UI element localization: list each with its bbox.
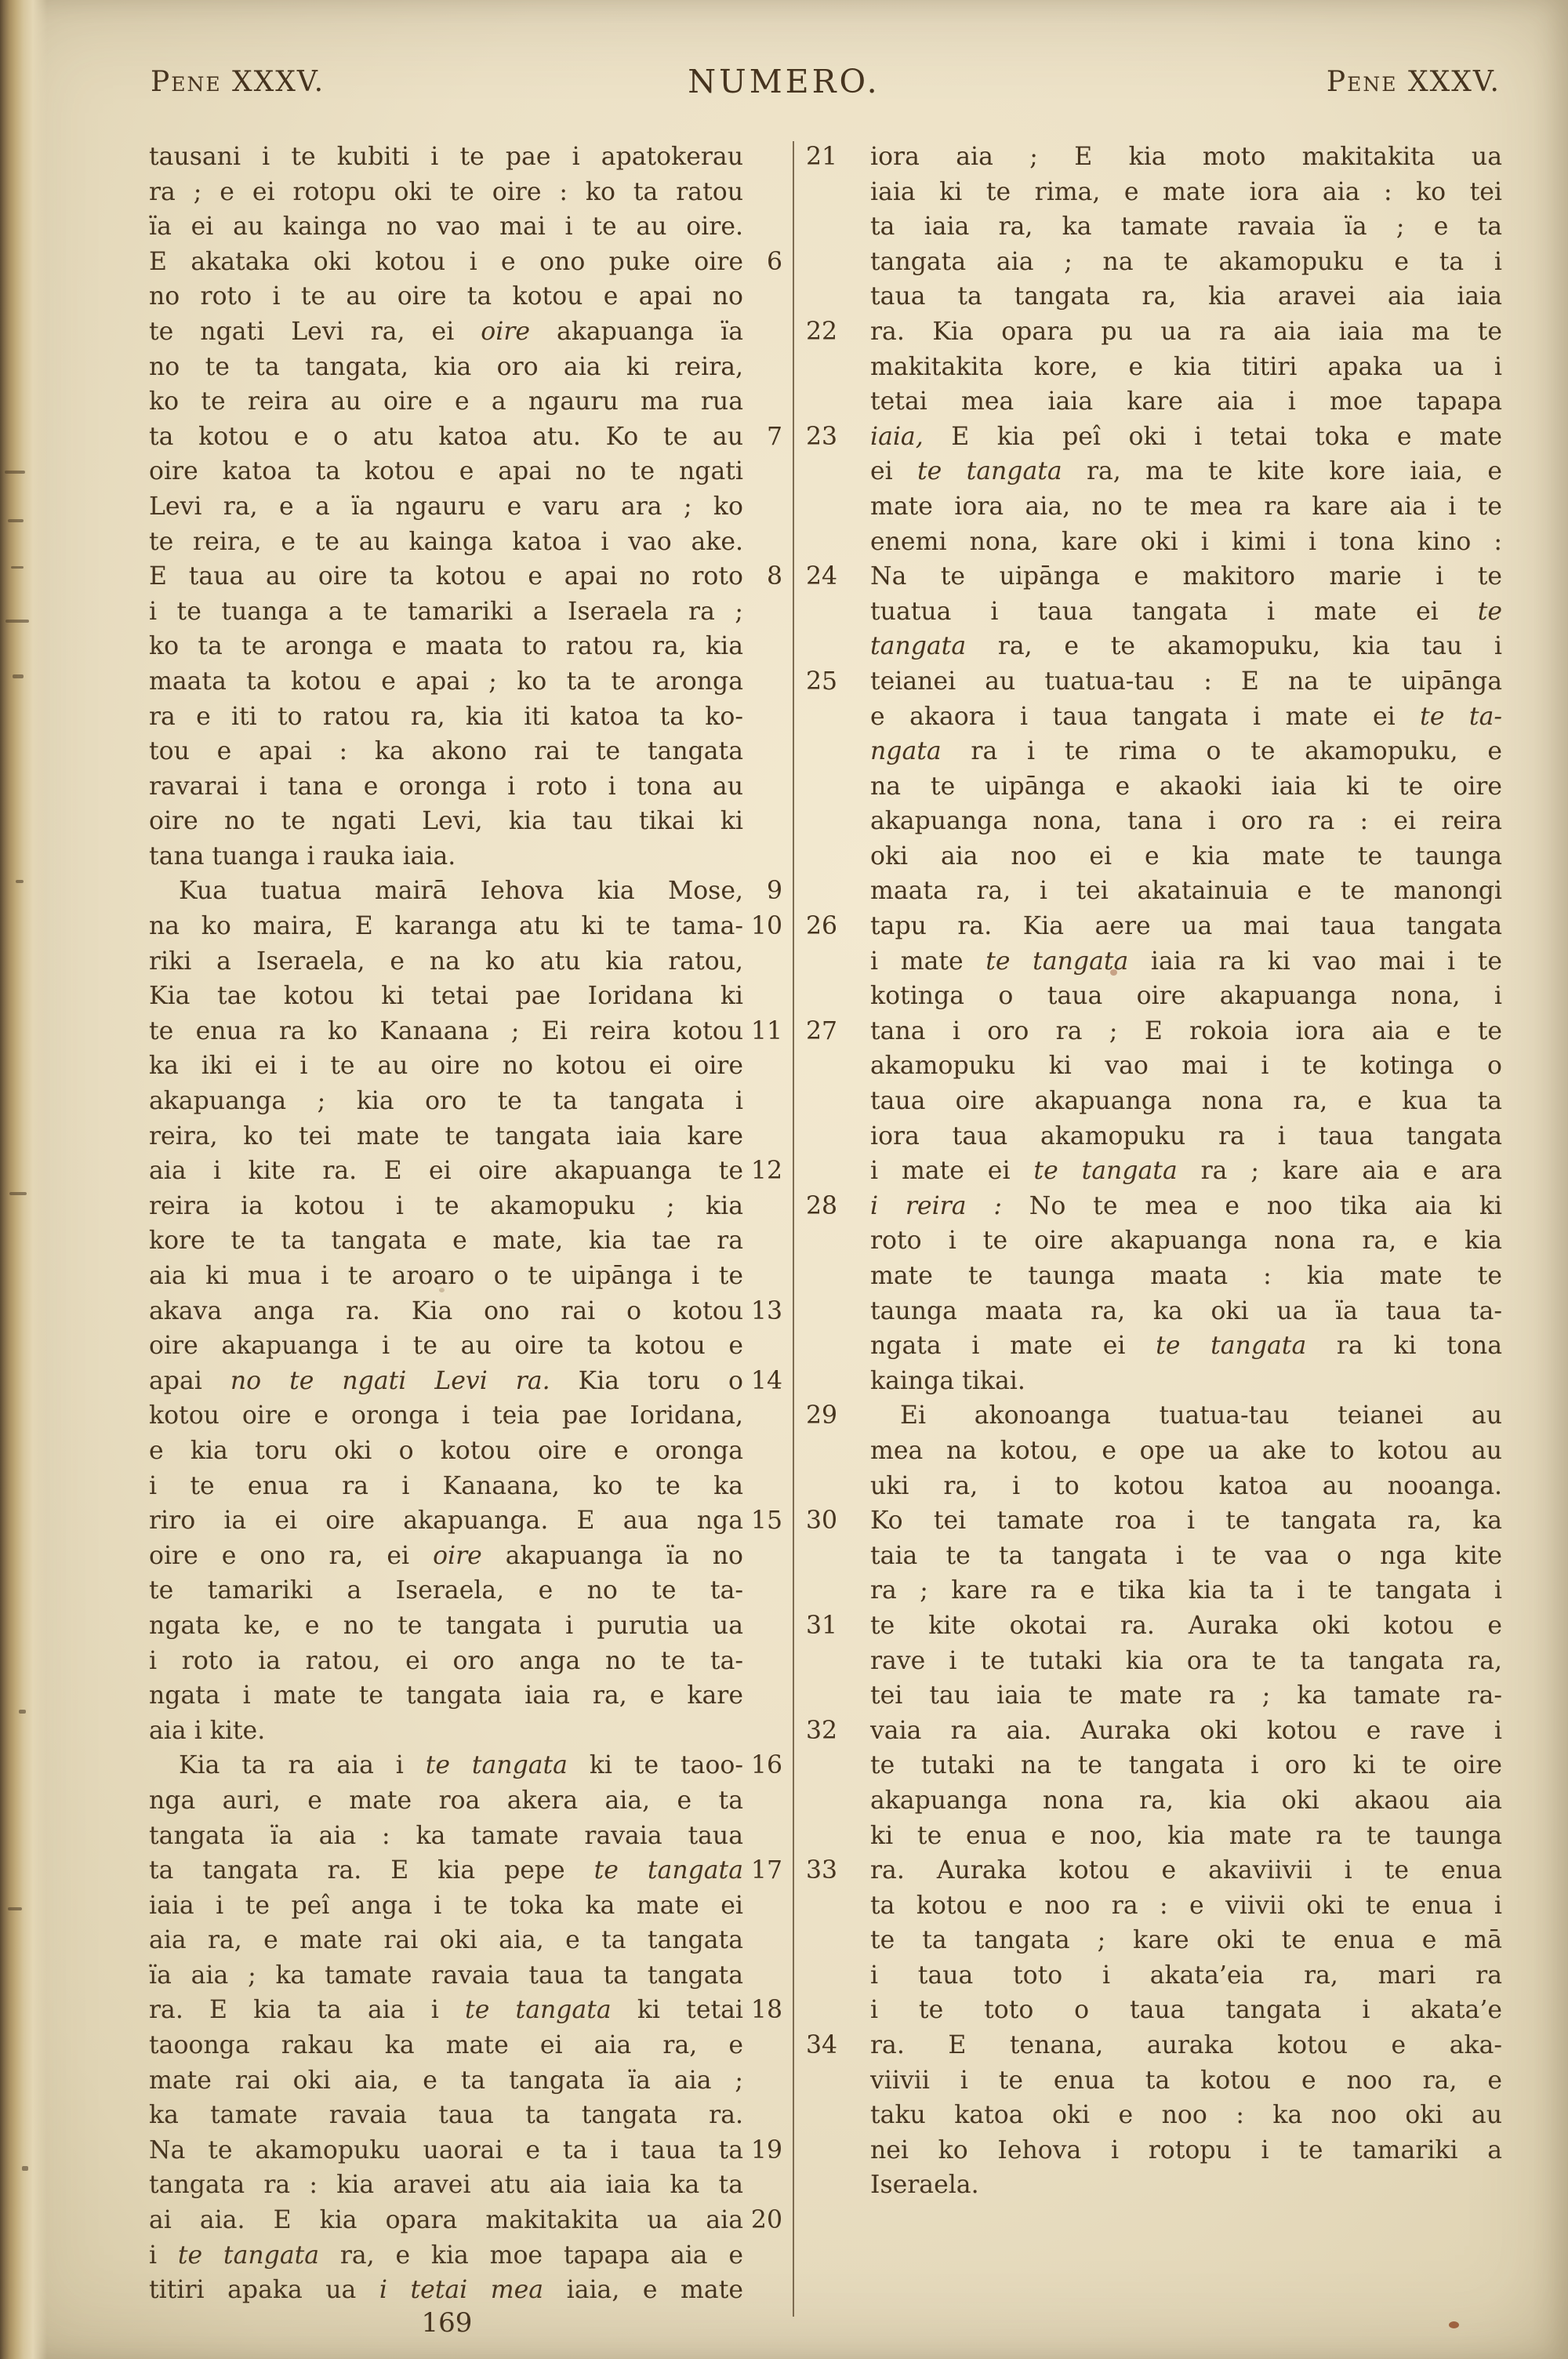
text-line: kotou oire e oronga i teia pae Ioridana, <box>149 1401 743 1430</box>
text-line-row <box>804 1923 1502 1958</box>
text-line: rave i te tutaki kia ora te ta tangata ra, <box>870 1646 1502 1675</box>
text-line: akamopuku ki vao mai i te kotinga o <box>870 1052 1502 1081</box>
text-line: ngata ke, e no te tangata i purutia ua <box>149 1611 743 1640</box>
verse-number: 28 <box>806 1191 838 1220</box>
text-line: iaia, E kia peî oki i tetai toka e mate <box>870 422 1502 451</box>
verse-number: 26 <box>806 912 838 941</box>
text-line: tapu ra. Kia aere ua mai taua tangata <box>870 912 1502 941</box>
text-line: iora taua akamopuku ra i taua tangata <box>870 1121 1502 1150</box>
text-line: ravarai i tana e oronga i roto i tona au <box>149 772 743 801</box>
text-line: akapuanga nona ra, kia oki akaou aia <box>870 1786 1502 1815</box>
text-line-row <box>149 1678 784 1714</box>
running-head-right: Pene XXXV. <box>1326 66 1501 98</box>
text-line-row <box>149 1223 784 1259</box>
verse-number: 34 <box>806 2031 838 2060</box>
text-line: titiri apaka ua i tetai mea iaia, e mate <box>149 2276 743 2305</box>
text-line-row <box>149 1888 784 1924</box>
text-line: oire no te ngati Levi, kia tau tikai ki <box>149 807 743 836</box>
text-line: te kite okotai ra. Auraka oki kotou e <box>870 1611 1502 1640</box>
text-line-row <box>804 209 1502 245</box>
text-line-row <box>804 944 1502 980</box>
text-line: ra. E kia ta aia i te tangata ki tetai <box>149 1996 743 2025</box>
text-line: na ko maira, E karanga atu ki te tama- <box>149 912 743 941</box>
text-line-row <box>149 734 784 769</box>
text-line-row <box>149 594 784 630</box>
text-line-row <box>804 1783 1502 1819</box>
text-line: nga auri, e mate roa akera aia, e ta <box>149 1786 743 1815</box>
text-line-row <box>149 944 784 980</box>
right-column <box>804 140 1502 2203</box>
text-line: ta tangata ra. E kia pepe te tangata <box>149 1856 743 1885</box>
text-line-row <box>804 1014 1502 1049</box>
text-line: ta iaia ra, ka tamate ravaia ïa ; e ta <box>870 213 1502 242</box>
text-line: kore te ta tangata e mate, kia tae ra <box>149 1227 743 1256</box>
text-line: i te tuanga a te tamariki a Iseraela ra ; <box>149 597 743 626</box>
text-line-row <box>149 1644 784 1679</box>
text-line: e kia toru oki o kotou oire e oronga <box>149 1436 743 1465</box>
text-line: ta kotou e o atu katoa atu. Ko te au <box>149 422 743 451</box>
text-line-row <box>149 279 784 314</box>
verse-number: 8 <box>766 562 782 591</box>
page-edge-mark <box>19 1710 26 1714</box>
text-line: ra. Kia opara pu ua ra aia iaia ma te <box>870 317 1502 346</box>
text-line: E taua au oire ta kotou e apai no roto <box>149 562 743 591</box>
text-line: riro ia ei oire akapuanga. E aua nga <box>149 1507 743 1536</box>
text-line: reira ia kotou i te akamopuku ; kia <box>149 1191 743 1220</box>
text-line: akapuanga ; kia oro te ta tangata i <box>149 1087 743 1116</box>
text-line-row <box>149 1014 784 1049</box>
verse-number: 9 <box>766 877 782 906</box>
text-line: vaia ra aia. Auraka oki kotou e rave i <box>870 1716 1502 1745</box>
text-line-row <box>149 1714 784 1749</box>
text-line: i te tangata ra, e kia moe tapapa aia e <box>149 2241 743 2270</box>
text-line-row <box>804 2063 1502 2099</box>
text-line: ïa aia ; ka tamate ravaia taua ta tangata <box>149 1961 743 1990</box>
text-line: aia i kite ra. E ei oire akapuanga te <box>149 1157 743 1186</box>
verse-number: 32 <box>806 1716 838 1745</box>
text-line-row <box>149 489 784 525</box>
text-line: iaia ki te rima, e mate iora aia : ko tei <box>870 177 1502 206</box>
text-line: tangata ra, e te akamopuku, kia tau i <box>870 632 1502 661</box>
verse-number: 27 <box>806 1016 838 1045</box>
verse-number: 17 <box>750 1856 782 1885</box>
text-line-row <box>149 1958 784 1994</box>
text-line: ta kotou e noo ra : e viivii oki te enua i <box>870 1891 1502 1920</box>
verse-number: 25 <box>806 667 838 696</box>
text-line-row <box>804 909 1502 944</box>
text-line: i te toto o taua tangata i akata’e <box>870 1996 1502 2025</box>
text-line-row <box>149 769 784 805</box>
text-line: maata ta kotou e apai ; ko ta te aronga <box>149 667 743 696</box>
text-line-row <box>804 2098 1502 2133</box>
text-line: tou e apai : ka akono rai te tangata <box>149 737 743 766</box>
text-line-row <box>804 140 1502 175</box>
text-line-row <box>149 2098 784 2133</box>
text-line-row <box>149 314 784 350</box>
text-line: mate rai oki aia, e ta tangata ïa aia ; <box>149 2066 743 2095</box>
text-line: taoonga rakau ka mate ei aia ra, e <box>149 2031 743 2060</box>
text-line-row <box>149 1748 784 1783</box>
text-line-row <box>804 1503 1502 1539</box>
verse-number: 33 <box>806 1856 838 1885</box>
text-line-row <box>149 1608 784 1644</box>
text-line-row <box>804 700 1502 735</box>
text-line: akapuanga nona, tana i oro ra : ei reira <box>870 807 1502 836</box>
page-edge-mark <box>22 2166 28 2171</box>
text-line: apai no te ngati Levi ra. Kia toru o <box>149 1366 744 1395</box>
text-line-row <box>149 1049 784 1084</box>
text-line-row <box>149 839 784 874</box>
text-line-row <box>149 2203 784 2238</box>
column-divider-rule <box>793 141 794 2317</box>
text-line-row <box>149 175 784 210</box>
text-line: tangata ïa aia : ka tamate ravaia taua <box>149 1821 743 1850</box>
text-line-row <box>804 1189 1502 1224</box>
text-line-row <box>804 1678 1502 1714</box>
text-line: taunga maata ra, ka oki ua ïa taua ta- <box>870 1296 1502 1325</box>
text-line-row <box>149 1119 784 1154</box>
text-line-row <box>804 1993 1502 2028</box>
text-line: ai aia. E kia opara makitakita ua aia <box>149 2206 743 2235</box>
text-line: te tutaki na te tangata i oro ki te oire <box>870 1751 1502 1780</box>
verse-number: 20 <box>750 2206 782 2235</box>
text-line-row <box>804 454 1502 489</box>
verse-number: 29 <box>806 1401 838 1430</box>
text-line-row <box>149 1189 784 1224</box>
text-line-row <box>804 769 1502 805</box>
text-line-row <box>804 1714 1502 1749</box>
text-line: tangata aia ; na te akamopuku e ta i <box>870 247 1502 276</box>
text-line-row <box>804 1049 1502 1084</box>
text-line-row <box>804 1539 1502 1574</box>
text-line: i reira : No te mea e noo tika aia ki <box>870 1191 1502 1220</box>
text-line-row <box>804 1084 1502 1119</box>
text-line: oire akapuanga i te au oire ta kotou e <box>149 1332 743 1361</box>
text-line: oire katoa ta kotou e apai no te ngati <box>149 457 743 486</box>
text-line: ngata i mate ei te tangata ra ki tona <box>870 1332 1502 1361</box>
text-line: taku katoa oki e noo : ka noo oki au <box>870 2101 1502 2130</box>
text-line-row <box>804 384 1502 420</box>
text-line: ei te tangata ra, ma te kite kore iaia, e <box>870 457 1503 486</box>
text-line-row <box>804 979 1502 1014</box>
verse-number: 13 <box>750 1296 782 1325</box>
text-line-row <box>149 979 784 1014</box>
text-line: Ko tei tamate roa i te tangata ra, ka <box>870 1507 1502 1536</box>
text-line: maata ra, i tei akatainuia e te manongi <box>870 877 1502 906</box>
text-line: mate iora aia, no te mea ra kare aia i te <box>870 492 1502 521</box>
text-line-row <box>149 1434 784 1469</box>
text-line: makitakita kore, e kia titiri apaka ua i <box>870 352 1502 381</box>
page-edge-mark <box>11 566 24 569</box>
page-edge-mark <box>5 620 29 623</box>
text-line: iora aia ; E kia moto makitakita ua <box>870 143 1502 171</box>
text-line: te ta tangata ; kare oki te enua e mā <box>870 1926 1502 1955</box>
verse-number: 23 <box>806 422 838 451</box>
running-head-title: NUMERO. <box>688 63 880 100</box>
text-line-row <box>149 1783 784 1819</box>
verse-number: 22 <box>806 317 838 346</box>
text-line: te enua ra ko Kanaana ; Ei reira kotou <box>149 1016 743 1045</box>
text-line-row <box>804 1888 1502 1924</box>
text-line: te reira, e te au kainga katoa i vao ake. <box>149 527 743 556</box>
text-line: Iseraela. <box>870 2171 979 2200</box>
text-line-row <box>149 1398 784 1434</box>
text-line-row <box>149 1084 784 1119</box>
text-line-row <box>804 2168 1502 2203</box>
text-line-row <box>149 350 784 385</box>
text-line-row <box>149 1853 784 1888</box>
verse-number: 10 <box>750 912 782 941</box>
text-line: ra ; e ei rotopu oki te oire : ko ta ratou <box>149 177 743 206</box>
verse-number: 21 <box>806 143 838 171</box>
verse-number: 6 <box>766 247 782 276</box>
text-line-row <box>149 629 784 664</box>
text-line: nei ko Iehova i rotopu i te tamariki a <box>870 2135 1502 2165</box>
foxing-speck <box>1449 2321 1459 2328</box>
text-line: i roto ia ratou, ei oro anga no te ta- <box>149 1646 743 1675</box>
text-line-row <box>804 1259 1502 1294</box>
text-line-row <box>804 175 1502 210</box>
verse-number: 12 <box>750 1157 782 1186</box>
running-head-left: Pene XXXV. <box>151 66 325 98</box>
text-line: ngata i mate te tangata iaia ra, e kare <box>149 1681 743 1710</box>
text-line-row <box>804 1819 1502 1854</box>
text-line-row <box>804 1434 1502 1469</box>
text-line: te tamariki a Iseraela, e no te ta- <box>149 1576 743 1605</box>
verse-number: 7 <box>766 422 782 451</box>
text-line: Na te uipānga e makitoro marie i te <box>870 562 1502 591</box>
page-edge-mark <box>8 1907 22 1910</box>
text-line-row <box>149 1364 784 1399</box>
text-line: i mate te tangata iaia ra ki vao mai i te <box>870 947 1502 976</box>
text-line-row <box>149 1154 784 1189</box>
text-line: tana tuanga i rauka iaia. <box>149 841 456 871</box>
text-line: tangata ra : kia aravei atu aia iaia ka ta <box>149 2171 743 2200</box>
text-line: teianei au tuatua-tau : E na te uipānga <box>870 667 1502 696</box>
text-line-row <box>149 1819 784 1854</box>
text-line-row <box>804 350 1502 385</box>
text-line-row <box>804 525 1502 560</box>
text-line: i te enua ra i Kanaana, ko te ka <box>149 1471 743 1500</box>
text-line: ra. Auraka kotou e akaviivii i te enua <box>870 1856 1502 1885</box>
page-edge-mark <box>5 471 25 474</box>
text-line: ko ta te aronga e maata to ratou ra, kia <box>149 632 743 661</box>
text-line: ko te reira au oire e a ngauru ma rua <box>149 387 743 416</box>
text-line-row <box>149 874 784 909</box>
text-line-row <box>804 629 1502 664</box>
verse-number: 11 <box>750 1016 782 1045</box>
text-line-row <box>804 420 1502 455</box>
text-line: i taua toto i akata’eia ra, mari ra <box>870 1961 1502 1990</box>
text-line: kotinga o taua oire akapuanga nona, i <box>870 982 1502 1011</box>
text-line: no roto i te au oire ta kotou e apai no <box>149 282 743 311</box>
text-line-row <box>804 2028 1502 2063</box>
text-line-row <box>804 245 1502 280</box>
verse-number: 18 <box>750 1996 782 2025</box>
text-line-row <box>804 1329 1502 1364</box>
text-line: oire e ono ra, ei oire akapuanga ïa no <box>149 1541 743 1570</box>
verse-number: 19 <box>750 2135 782 2165</box>
text-line-row <box>804 1469 1502 1504</box>
text-line: roto i te oire akapuanga nona ra, e kia <box>870 1227 1502 1256</box>
text-line-row <box>804 1223 1502 1259</box>
book-binding-edge <box>0 0 47 2359</box>
text-line: taua oire akapuanga nona ra, e kua ta <box>870 1087 1502 1116</box>
verse-number: 16 <box>750 1751 782 1780</box>
left-column <box>149 140 784 2308</box>
text-line-row <box>804 279 1502 314</box>
text-line: riki a Iseraela, e na ko atu kia ratou, <box>149 947 743 976</box>
text-line: tausani i te kubiti i te pae i apatokerau <box>149 143 743 171</box>
verse-number: 14 <box>750 1366 782 1395</box>
text-line: taia te ta tangata i te vaa o nga kite <box>870 1541 1502 1570</box>
text-line-row <box>804 489 1502 525</box>
text-line: Na te akamopuku uaorai e ta i taua ta <box>149 2135 743 2165</box>
text-line: Ei akonoanga tuatua-tau teianei au <box>900 1401 1502 1430</box>
text-line-row <box>804 664 1502 700</box>
text-line: reira, ko tei mate te tangata iaia kare <box>149 1121 743 1150</box>
text-line-row <box>804 1958 1502 1994</box>
text-line-row <box>804 559 1502 594</box>
text-line-row <box>149 2133 784 2168</box>
text-line-row <box>149 209 784 245</box>
text-line-row <box>149 2273 784 2308</box>
text-line-row <box>804 1608 1502 1644</box>
text-line-row <box>149 1294 784 1329</box>
text-line: E akataka oki kotou i e ono puke oire <box>149 247 743 276</box>
text-line-row <box>149 420 784 455</box>
text-line: uki ra, i to kotou katoa au nooanga. <box>870 1471 1502 1500</box>
text-line-row <box>149 559 784 594</box>
text-line: viivii i te enua ta kotou e noo ra, e <box>870 2066 1502 2095</box>
text-line-row <box>149 384 784 420</box>
page-edge-mark <box>8 519 24 522</box>
text-line: tetai mea iaia kare aia i moe tapapa <box>870 387 1502 416</box>
text-line: mea na kotou, e ope ua ake to kotou au <box>870 1436 1502 1465</box>
text-line-row <box>149 700 784 735</box>
text-line: aia i kite. <box>149 1716 266 1745</box>
text-line: na te uipānga e akaoki iaia ki te oire <box>870 772 1502 801</box>
text-line: Kua tuatua mairā Iehova kia Mose, <box>179 877 743 906</box>
text-line: oki aia noo ei e kia mate te taunga <box>870 841 1502 871</box>
text-line: aia ki mua i te aroaro o te uipānga i te <box>149 1262 743 1290</box>
text-line: ki te enua e noo, kia mate ra te taunga <box>870 1821 1502 1850</box>
text-line-row <box>804 1748 1502 1783</box>
text-line-row <box>149 664 784 700</box>
page-edge-mark <box>16 880 24 883</box>
text-line: Kia ta ra aia i te tangata ki te taoo- <box>179 1751 744 1780</box>
text-line: no te ta tangata, kia oro aia ki reira, <box>149 352 743 381</box>
text-line-row <box>804 1119 1502 1154</box>
text-line-row <box>804 1398 1502 1434</box>
text-line: Kia tae kotou ki tetai pae Ioridana ki <box>149 982 743 1011</box>
verse-number: 24 <box>806 562 838 591</box>
page-edge-mark <box>13 674 24 678</box>
text-line-row <box>149 1923 784 1958</box>
text-line-row <box>149 1469 784 1504</box>
text-line-row <box>804 874 1502 909</box>
text-line: iaia i te peî anga i te toka ka mate ei <box>149 1891 743 1920</box>
text-line: ra. E tenana, auraka kotou e aka- <box>870 2031 1502 2060</box>
text-line-row <box>804 839 1502 874</box>
text-line-row <box>149 1503 784 1539</box>
text-line: ïa ei au kainga no vao mai i te au oire. <box>149 213 743 242</box>
verse-number: 31 <box>806 1611 838 1640</box>
text-line-row <box>804 1573 1502 1608</box>
text-line-row <box>149 1993 784 2028</box>
text-line-row <box>804 314 1502 350</box>
text-line: Levi ra, e a ïa ngauru e varu ara ; ko <box>149 492 743 521</box>
text-line: tuatua i taua tangata i mate ei te <box>870 597 1502 626</box>
text-line: e akaora i taua tangata i mate ei te ta- <box>870 702 1502 731</box>
text-line: i mate ei te tangata ra ; kare aia e ara <box>870 1157 1503 1186</box>
text-line-row <box>804 1644 1502 1679</box>
text-line: tei tau iaia te mate ra ; ka tamate ra- <box>870 1681 1502 1710</box>
text-line-row <box>804 1364 1502 1399</box>
text-line-row <box>149 1329 784 1364</box>
text-line-row <box>149 1573 784 1608</box>
text-line: akava anga ra. Kia ono rai o kotou <box>149 1296 743 1325</box>
text-line-row <box>149 909 784 944</box>
verse-number: 30 <box>806 1507 838 1536</box>
text-line-row <box>149 454 784 489</box>
page-edge-mark <box>9 1192 27 1195</box>
text-line-row <box>149 2238 784 2274</box>
text-line-row <box>804 1853 1502 1888</box>
text-line-row <box>149 140 784 175</box>
text-line: te ngati Levi ra, ei oire akapuanga ïa <box>149 317 744 346</box>
text-line: tana i oro ra ; E rokoia iora aia e te <box>870 1016 1502 1045</box>
text-line-row <box>149 2168 784 2203</box>
text-line: aia ra, e mate rai oki aia, e ta tangata <box>149 1926 743 1955</box>
text-line-row <box>149 525 784 560</box>
text-line-row <box>804 804 1502 839</box>
text-line-row <box>149 804 784 839</box>
text-line-row <box>804 1294 1502 1329</box>
text-line: mate te taunga maata : kia mate te <box>870 1262 1502 1290</box>
text-line-row <box>804 1154 1502 1189</box>
text-line-row <box>149 245 784 280</box>
text-line-row <box>149 2028 784 2063</box>
text-line-row <box>149 1539 784 1574</box>
text-line: enemi nona, kare oki i kimi i tona kino : <box>870 527 1502 556</box>
text-line-row <box>804 734 1502 769</box>
text-line: taua ta tangata ra, kia aravei aia iaia <box>870 282 1502 311</box>
text-line: ka tamate ravaia taua ta tangata ra. <box>149 2101 743 2130</box>
text-line: ra e iti to ratou ra, kia iti katoa ta ko- <box>149 702 743 731</box>
text-line-row <box>149 2063 784 2099</box>
text-line: kainga tikai. <box>870 1366 1025 1395</box>
text-line: ngata ra i te rima o te akamopuku, e <box>870 737 1502 766</box>
text-line: ka iki ei i te au oire no kotou ei oire <box>149 1052 743 1081</box>
text-line: ra ; kare ra e tika kia ta i te tangata i <box>870 1576 1502 1605</box>
text-line-row <box>804 594 1502 630</box>
verse-number: 15 <box>750 1507 782 1536</box>
text-line-row <box>149 1259 784 1294</box>
page-number: 169 <box>421 2307 473 2339</box>
text-line-row <box>804 2133 1502 2168</box>
